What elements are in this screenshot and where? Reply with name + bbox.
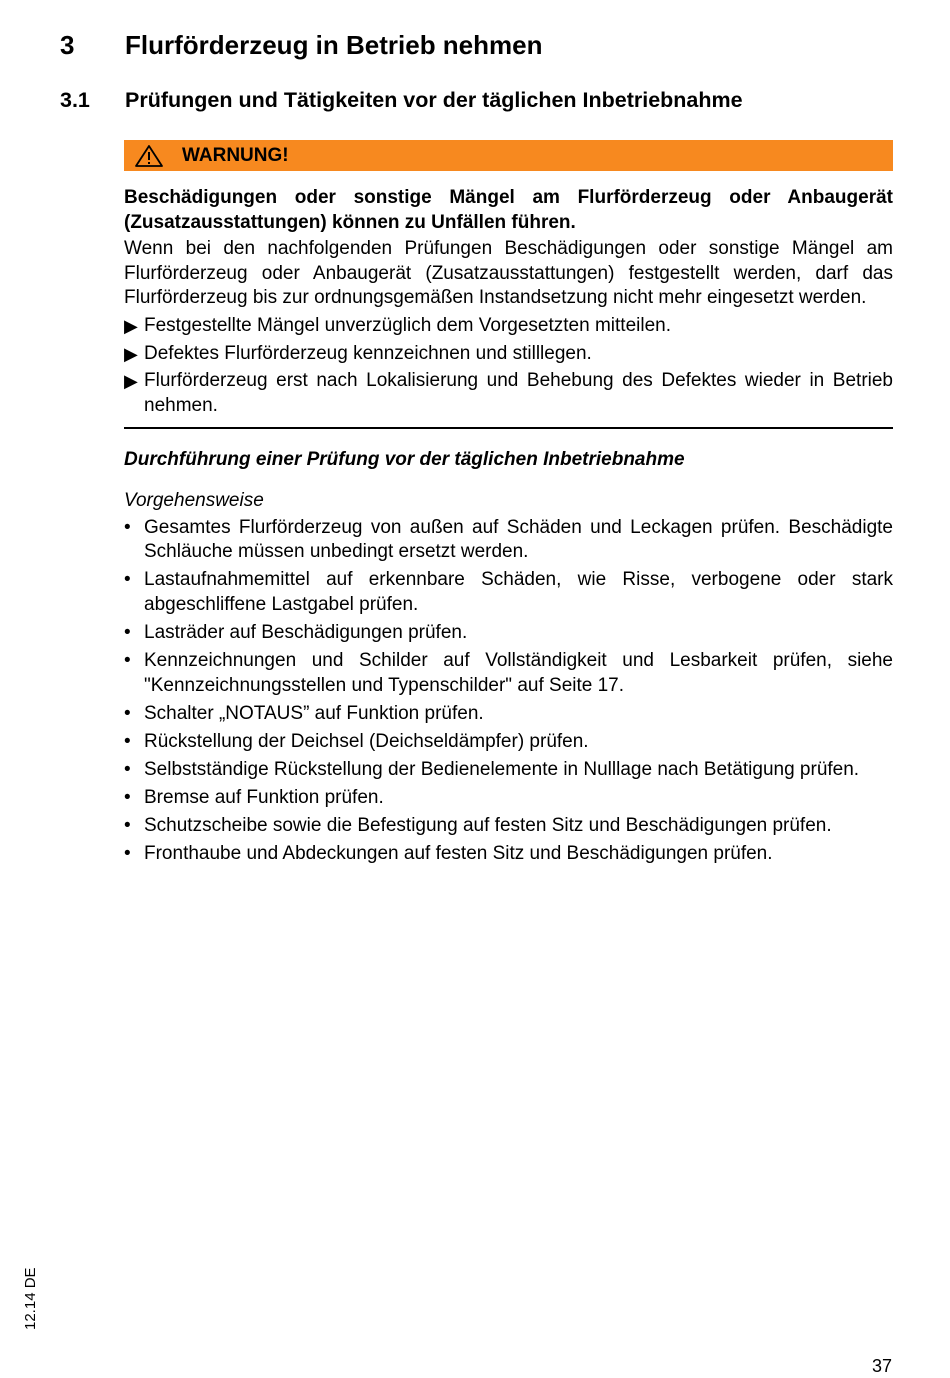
bullet-icon: • [124, 730, 131, 752]
bullet-icon: • [124, 843, 131, 865]
section-title: Prüfungen und Tätigkeiten vor der täglichen Inbetriebnahme [125, 88, 743, 112]
list-item [124, 702, 893, 727]
list-item [124, 568, 893, 617]
bullet-icon: • [124, 758, 131, 780]
list-item [124, 786, 893, 811]
bullet-icon: • [124, 650, 131, 671]
step-text: Selbstständige Rückstellung der Bedienelemente in Nulllage nach Betätigung prüfen. [144, 758, 860, 780]
bullet-icon: • [124, 516, 131, 538]
list-item [124, 814, 893, 839]
list-item [124, 730, 893, 755]
bullet-icon: • [124, 702, 131, 724]
list-item [124, 649, 893, 698]
section-heading [60, 88, 743, 113]
list-item [124, 758, 893, 783]
action-item [124, 369, 893, 418]
procedure-label: Vorgehensweise [124, 489, 264, 511]
warning-headline: Beschädigungen oder sonstige Mängel am Flurförderzeug oder Anbaugerät (Zusatzausstattungen) können zu Unfällen führen. [124, 187, 893, 233]
step-text: Gesamtes Flurförderzeug von außen auf Schäden und Leckagen prüfen. Beschädigte Schläuche müssen unbedingt ersetzt werden. [144, 516, 893, 563]
bullet-icon: • [124, 569, 131, 591]
chapter-title: Flurförderzeug in Betrieb nehmen [125, 30, 543, 60]
arrow-right-icon: ▶ [124, 343, 138, 364]
procedure-steps-list [124, 516, 893, 867]
step-text: Lastaufnahmemittel auf erkennbare Schäden, wie Risse, verbogene oder stark abgeschliffene Lastgabel prüfen. [144, 569, 893, 615]
step-text: Lasträder auf Beschädigungen prüfen. [144, 621, 468, 643]
list-item [124, 516, 893, 565]
step-text: Kennzeichnungen und Schilder auf Vollständigkeit und Lesbarkeit prüfen, siehe "Kennzeichnungsstellen und Typenschilder" auf Seite 17. [144, 650, 893, 696]
document-code: 12.14 DE [22, 1267, 39, 1330]
warning-banner [124, 140, 893, 171]
step-text: Rückstellung der Deichsel (Deichseldämpfer) prüfen. [144, 730, 589, 752]
procedure-heading: Durchführung einer Prüfung vor der täglichen Inbetriebnahme [124, 449, 685, 471]
action-text: Festgestellte Mängel unverzüglich dem Vorgesetzten mitteilen. [144, 314, 671, 336]
warning-triangle-icon [134, 144, 164, 168]
page-number: 37 [871, 1356, 892, 1376]
warning-label: WARNUNG! [182, 144, 289, 166]
action-text: Defektes Flurförderzeug kennzeichnen und stilllegen. [144, 342, 592, 364]
chapter-number: 3 [60, 30, 75, 60]
arrow-right-icon: ▶ [124, 315, 138, 336]
arrow-right-icon: ▶ [124, 371, 138, 392]
step-text: Schutzscheibe sowie die Befestigung auf festen Sitz und Beschädigungen prüfen. [144, 815, 832, 837]
section-number: 3.1 [60, 88, 90, 112]
list-item [124, 621, 893, 646]
action-text: Flurförderzeug erst nach Lokalisierung und Behebung des Defektes wieder in Betrieb nehmen. [144, 370, 893, 416]
step-text: Fronthaube und Abdeckungen auf festen Sitz und Beschädigungen prüfen. [144, 843, 773, 865]
bullet-icon: • [124, 621, 131, 643]
bullet-icon: • [124, 815, 131, 837]
warning-body: Wenn bei den nachfolgenden Prüfungen Beschädigungen oder sonstige Mängel am Flurförderzeug oder Anbaugerät (Zusatzausstattungen) festgestellt werden, darf das Flurförderzeug bis zur ordnungsgemäßen Instandsetzung nicht mehr eingesetzt werden. [124, 238, 893, 309]
step-text: Schalter „NOTAUS” auf Funktion prüfen. [144, 702, 484, 724]
bullet-icon: • [124, 786, 131, 808]
divider [124, 427, 893, 429]
action-item [124, 342, 893, 367]
main-content [124, 140, 893, 870]
chapter-heading [60, 30, 543, 61]
action-item [124, 314, 893, 339]
step-text: Bremse auf Funktion prüfen. [144, 786, 384, 808]
warning-actions-list [124, 314, 893, 418]
list-item [124, 842, 893, 867]
